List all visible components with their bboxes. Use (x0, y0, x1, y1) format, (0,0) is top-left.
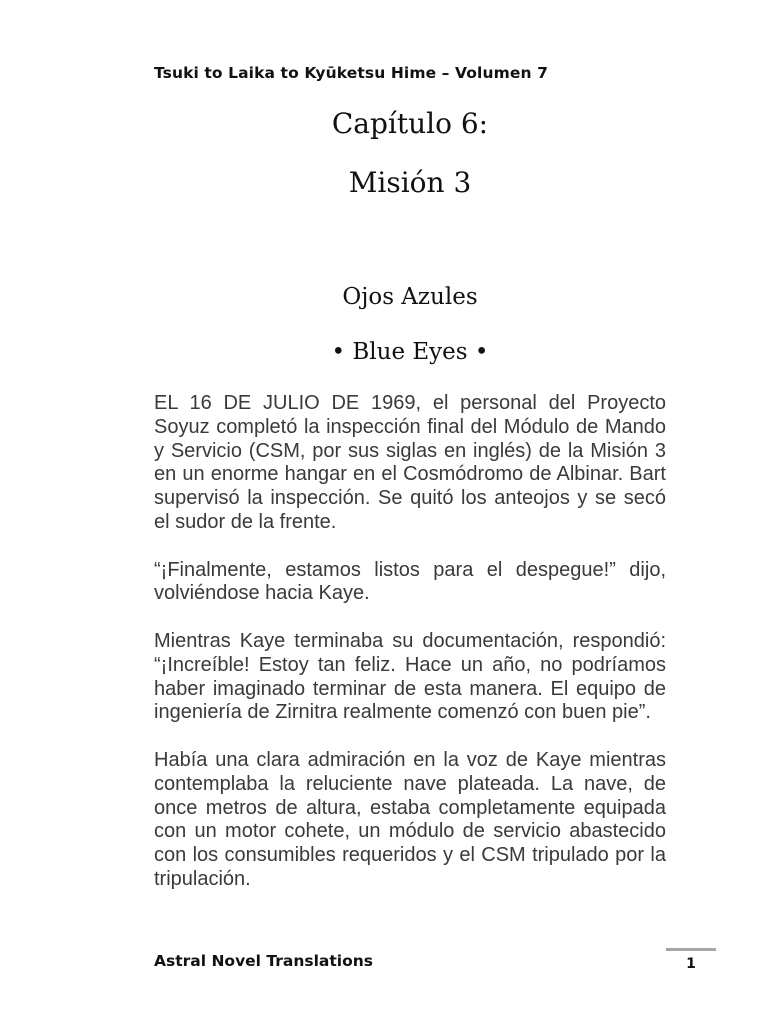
body-text (154, 392, 666, 916)
chapter-title: Capítulo 6: (331, 107, 489, 140)
footer-divider (666, 948, 716, 951)
mission-title: Misión 3 (348, 166, 472, 199)
paragraph-2: “¡Finalmente, estamos listos para el despegue!” dijo, volviéndose hacia Kaye. (154, 558, 666, 605)
running-header: Tsuki to Laika to Kyūketsu Hime – Volumen 7 (154, 64, 548, 82)
footer-publisher: Astral Novel Translations (154, 952, 374, 970)
paragraph-3: Mientras Kaye terminaba su documentación, respondió: “¡Increíble! Estoy tan feliz. Hace un año, no podríamos haber imaginado terminar de esta manera. El equipo de ingeniería de Zirnitra realmente comenzó con buen pie”. (154, 629, 666, 724)
section-subtitle: • Blue Eyes • (331, 339, 489, 365)
section-title: Ojos Azules (342, 284, 478, 310)
page-number: 1 (686, 956, 696, 972)
paragraph-4: Había una clara admiración en la voz de Kaye mientras contemplaba la reluciente nave plateada. La nave, de once metros de altura, estaba completamente equipada con un motor cohete, un módulo de servicio abastecido con los consumibles requeridos y el CSM tripulado por la tripulación. (154, 748, 666, 890)
paragraph-1: EL 16 DE JULIO DE 1969, el personal del Proyecto Soyuz completó la inspección final del Módulo de Mando y Servicio (CSM, por sus siglas en inglés) de la Misión 3 en un enorme hangar en el Cosmódromo de Albinar. Bart supervisó la inspección. Se quitó los anteojos y se secó el sudor de la frente. (154, 392, 666, 533)
